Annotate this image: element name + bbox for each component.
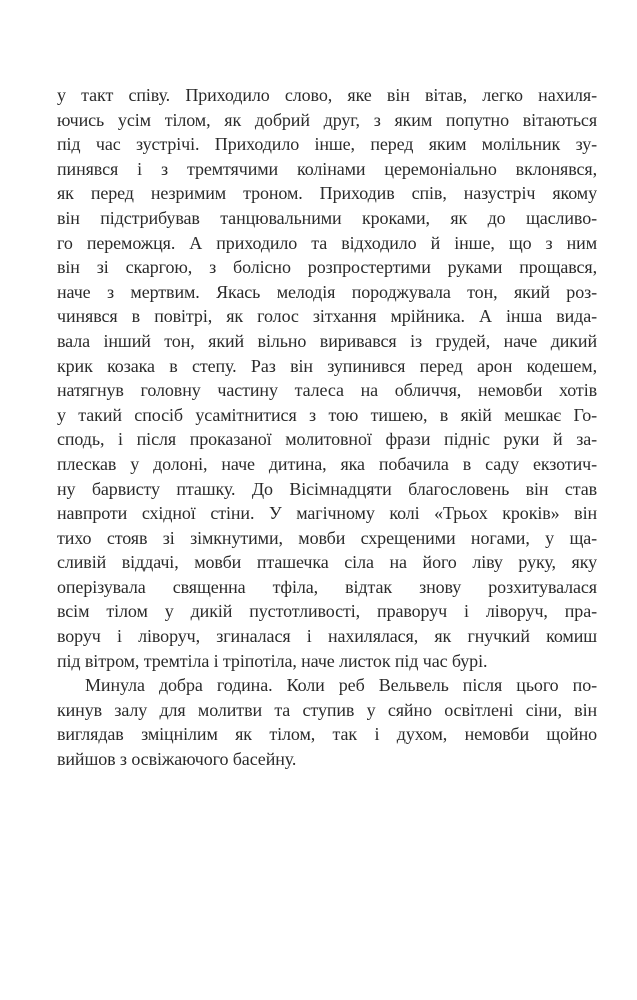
text-line: вала інший тон, який вільно виривався із грудей, наче дикий <box>57 330 597 351</box>
text-line: під час зустрічі. Приходило інше, перед яким молільник зу- <box>57 134 597 155</box>
text-line: кинув залу для молитви та ступив у сяйно освітлені сіни, він <box>57 699 597 720</box>
text-line: пинявся і з тремтячими колінами церемоніально вклонявся, <box>57 158 597 179</box>
paragraph <box>57 673 597 771</box>
text-line: сподь, і після проказаної молитовної фрази підніс руки й за- <box>57 429 597 450</box>
text-line: го переможця. А приходило та відходило й інше, що з ним <box>57 232 597 253</box>
text-line: наче з мертвим. Якась мелодія породжувала тон, який роз- <box>57 281 597 302</box>
text-line: чинявся в повітрі, як голос зітхання мрійника. А інша вида- <box>57 306 597 327</box>
text-line: всім тілом у дикій пустотливості, праворуч і ліворуч, пра- <box>57 601 597 622</box>
text-line: навпроти східної стіни. У магічному колі «Трьох кроків» він <box>57 503 597 524</box>
text-line: він підстрибував танцювальними кроками, як до щасливо- <box>57 207 597 228</box>
text-line: сливій віддачі, мовби пташечка сіла на його ліву руку, яку <box>57 552 597 573</box>
text-line: ну барвисту пташку. До Вісімнадцяти благословень він став <box>57 478 597 499</box>
text-line: вийшов з освіжаючого басейну. <box>57 749 297 770</box>
text-line: у такий спосіб усамітнитися з тою тишею, в якій мешкає Го- <box>57 404 597 425</box>
text-line: виглядав зміцнілим як тілом, так і духом, немовби щойно <box>57 724 597 745</box>
text-line: крик козака в степу. Раз він зупинився перед арон кодешем, <box>57 355 597 376</box>
text-line: плескав у долоні, наче дитина, яка побачила в саду екзотич- <box>57 453 597 474</box>
text-line: як перед незримим троном. Приходив спів, назустріч якому <box>57 183 597 204</box>
text-line: тихо стояв зі зімкнутими, мовби схрещеними ногами, у ща- <box>57 527 597 548</box>
text-line: у такт співу. Приходило слово, яке він вітав, легко нахиля- <box>57 85 597 105</box>
text-line: Минула добра година. Коли реб Вельвель після цього по- <box>85 675 597 696</box>
text-line: ючись усім тілом, як добрий друг, з яким попутно вітаються <box>57 109 597 130</box>
text-line: під вітром, тремтіла і тріпотіла, наче листок під час бурі. <box>57 650 488 671</box>
paragraph <box>57 83 597 673</box>
text-line: оперізувала священна тфіла, відтак знову розхитувалася <box>57 576 597 597</box>
text-line: натягнув головну частину талеса на обличчя, немовби хотів <box>57 380 597 401</box>
text-line: він зі скаргою, з болісно розпростертими руками прощався, <box>57 257 597 278</box>
page-text <box>57 83 597 772</box>
text-line: воруч і ліворуч, згиналася і нахилялася, як гнучкий комиш <box>57 626 597 647</box>
